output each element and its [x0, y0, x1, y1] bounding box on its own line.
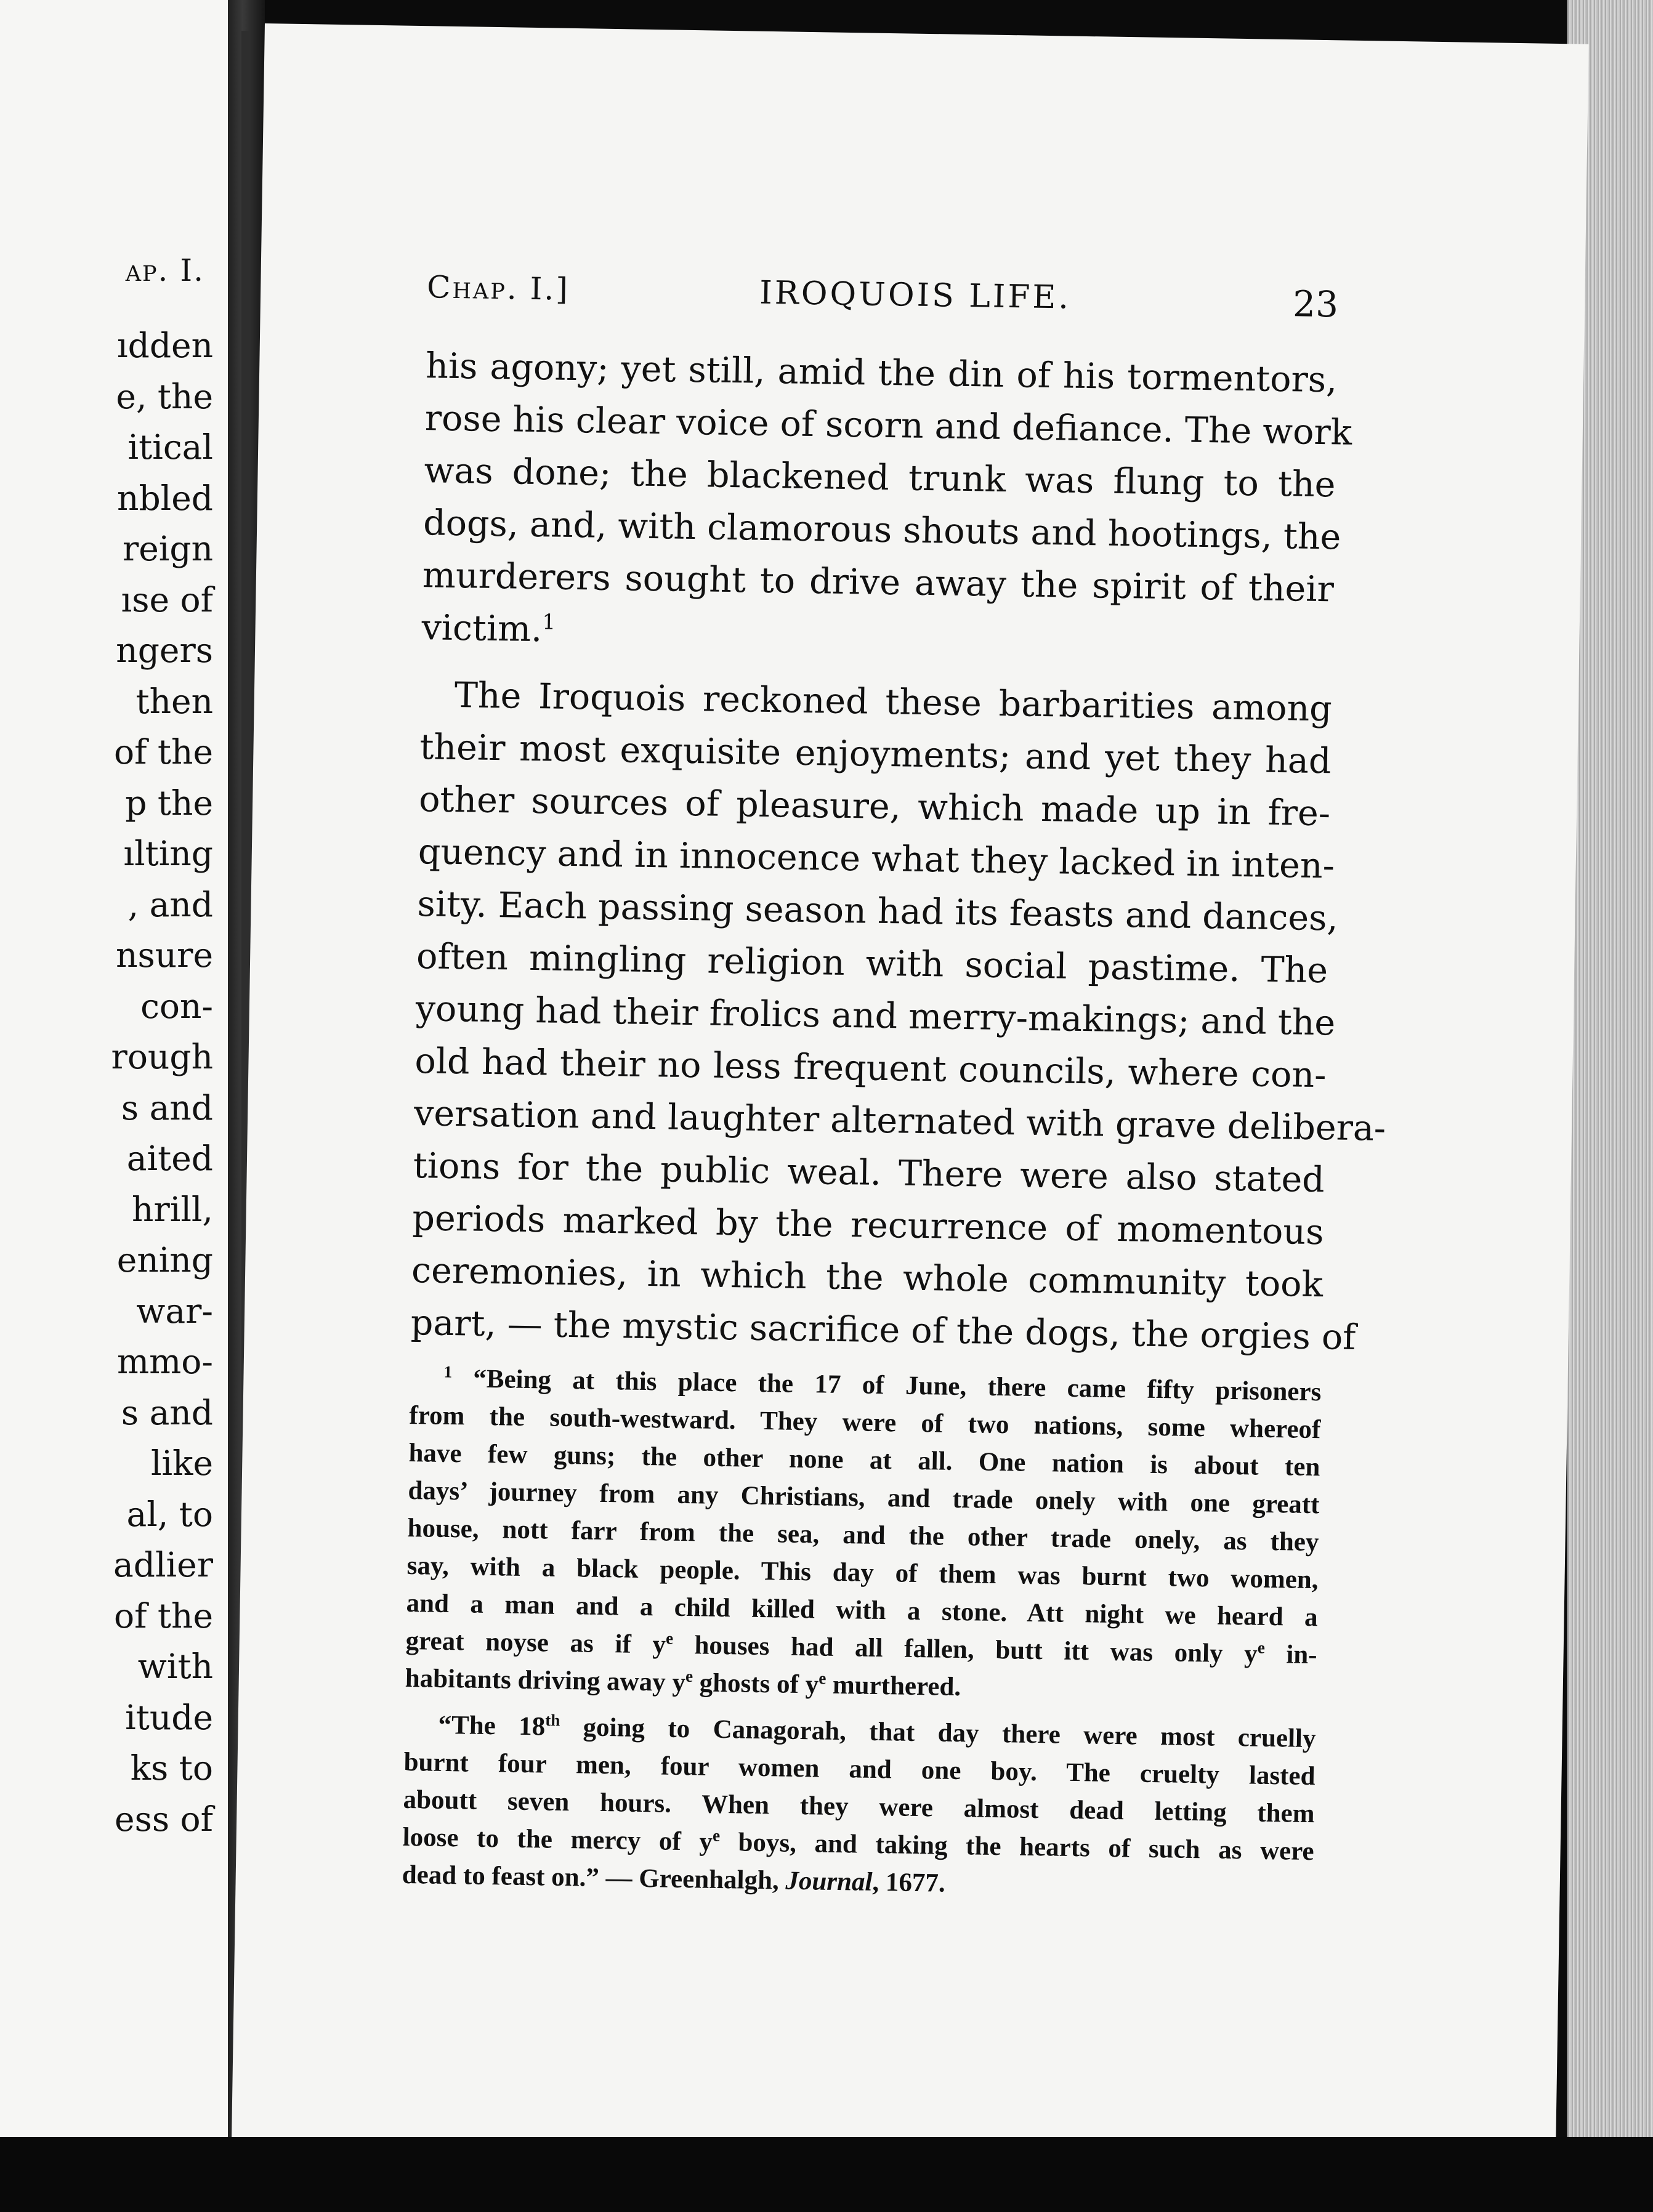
- book-page: [231, 23, 1588, 2182]
- footnote-line: and a man and a child killed with a stone. Att night we heard a: [406, 1588, 1318, 1633]
- left-page-line: nbled: [117, 478, 213, 518]
- chapter-label: Chap. I.]: [426, 269, 570, 307]
- text-segment: murthered.: [825, 1670, 961, 1702]
- left-page-header: ap. I.: [125, 252, 204, 288]
- left-page-line: , and: [127, 884, 213, 924]
- left-page-line: al, to: [126, 1494, 213, 1534]
- superscript: e: [685, 1666, 693, 1685]
- scan-bottom-border: [0, 2137, 1653, 2212]
- superscript: e: [665, 1629, 674, 1648]
- left-page-text: [111, 320, 213, 1844]
- left-page-line: hrill,: [132, 1189, 213, 1229]
- footnote-line: say, with a black people. This day of them was burnt two women,: [406, 1551, 1319, 1595]
- left-page-line: itude: [125, 1697, 213, 1737]
- left-page-line: ıdden: [117, 326, 213, 365]
- text-line: his agony; yet still, amid the din of his tormentors,: [425, 345, 1338, 401]
- text-line: old had their no less frequent councils, where con-: [414, 1041, 1327, 1096]
- superscript: e: [1257, 1638, 1266, 1657]
- left-page-line: with: [137, 1647, 213, 1686]
- text-line: sity. Each passing season had its feasts and dances,: [417, 884, 1339, 939]
- left-page-line: of the: [113, 1596, 213, 1636]
- left-page-line: of the: [113, 732, 213, 772]
- footnote-reference: 1: [542, 610, 556, 635]
- left-page-line: reign: [122, 529, 213, 568]
- footnote-line: have few guns; the other none at all. One nation is about ten: [408, 1438, 1320, 1482]
- text-segment: , 1677.: [872, 1867, 946, 1898]
- text-segment: habitants driving away y: [405, 1663, 686, 1698]
- footnote-line: from the south-westward. They were of two nations, some whereof: [409, 1400, 1321, 1445]
- page-number: 23: [1292, 283, 1339, 326]
- left-page-line: nsure: [116, 935, 213, 975]
- text-line: dogs, and, with clamorous shouts and hootings, the: [422, 503, 1341, 558]
- text-line: other sources of pleasure, which made up in fre-: [418, 779, 1331, 834]
- text-segment: loose to the mercy of y: [402, 1822, 713, 1857]
- left-page-line: mmo-: [116, 1342, 213, 1381]
- footnote-line: days’ journey from any Christians, and trade onely with one greatt: [408, 1475, 1320, 1520]
- left-page-line: ılting: [123, 834, 213, 873]
- left-page-line: ks to: [130, 1748, 213, 1788]
- left-page-line: e, the: [116, 376, 213, 416]
- superscript: e: [712, 1826, 721, 1845]
- left-page-line: ıse of: [121, 579, 213, 620]
- left-page-line: p the: [125, 783, 213, 823]
- superscript: th: [545, 1711, 560, 1730]
- left-page-line: war-: [136, 1291, 213, 1331]
- text-line: rose his clear voice of scorn and defiance. The work: [424, 398, 1352, 453]
- left-page-line: itical: [127, 427, 213, 467]
- left-page-line: like: [150, 1443, 213, 1483]
- footnotes: [402, 1359, 1321, 1908]
- text-segment: great noyse as if y: [405, 1626, 666, 1660]
- text-segment: ghosts of y: [692, 1668, 819, 1700]
- text-segment: houses had all fallen, butt itt was only y: [673, 1630, 1258, 1669]
- left-page-line: rough: [111, 1037, 213, 1076]
- left-page-line: con-: [140, 986, 213, 1026]
- text-segment: victim.: [421, 607, 543, 650]
- body-text: [410, 340, 1386, 1363]
- text-line: young had their frolics and merry-makings; and the: [415, 988, 1336, 1044]
- text-line: versation and laughter alternated with grave delibera-: [413, 1093, 1386, 1149]
- left-page-line: then: [135, 681, 213, 721]
- text-line: The Iroquois reckoned these barbarities among: [454, 674, 1333, 730]
- text-segment: “Being at this place the 17 of June, there came fifty prisoners: [472, 1364, 1322, 1407]
- left-page-line: ening: [116, 1240, 213, 1280]
- left-page-line: s and: [121, 1088, 213, 1128]
- superscript: e: [818, 1669, 826, 1688]
- text-line: part, — the mystic sacrifice of the dogs, the orgies of: [410, 1302, 1356, 1358]
- left-page-fragment: [0, 0, 228, 2137]
- text-line: often mingling religion with social pastime. The: [416, 936, 1328, 991]
- running-header: [427, 269, 1339, 333]
- left-page-line: ess of: [115, 1799, 213, 1839]
- text-line: their most exquisite enjoyments; and yet they had: [419, 727, 1332, 782]
- text-line: tions for the public weal. There were also stated: [413, 1145, 1325, 1201]
- text-line: quency and in innocence what they lacked in inten-: [418, 831, 1335, 887]
- text-segment: “The 18: [438, 1710, 546, 1742]
- left-page-line: s and: [121, 1392, 213, 1432]
- text-segment: dead to feast on.” — Greenhalgh,: [402, 1860, 786, 1895]
- footnote-marker: 1: [443, 1362, 453, 1381]
- text-line: murderers sought to drive away the spirit of their: [422, 555, 1335, 610]
- text-segment: going to Canagorah, that day there were most cruelly: [559, 1712, 1316, 1754]
- text-segment: boys, and taking the hearts of such as were: [719, 1827, 1314, 1867]
- footnote-line: aboutt seven hours. When they were almost dead letting them: [403, 1785, 1315, 1829]
- running-title: IROQUOIS LIFE.: [759, 274, 1072, 317]
- left-page-line: adlier: [113, 1545, 213, 1584]
- left-page-line: ngers: [116, 631, 213, 670]
- journal-title: Journal: [785, 1866, 873, 1897]
- left-page-line: aited: [126, 1139, 213, 1178]
- footnote-line: house, nott farr from the sea, and the other trade onely, as they: [407, 1513, 1319, 1557]
- footnote-line: burnt four men, four women and one boy. The cruelty lasted: [403, 1747, 1316, 1791]
- text-segment: in-: [1264, 1639, 1317, 1670]
- text-line: was done; the blackened trunk was flung to the: [424, 450, 1336, 506]
- text-line: periods marked by the recurrence of momentous: [412, 1198, 1324, 1253]
- text-line: ceremonies, in which the whole community took: [411, 1249, 1324, 1306]
